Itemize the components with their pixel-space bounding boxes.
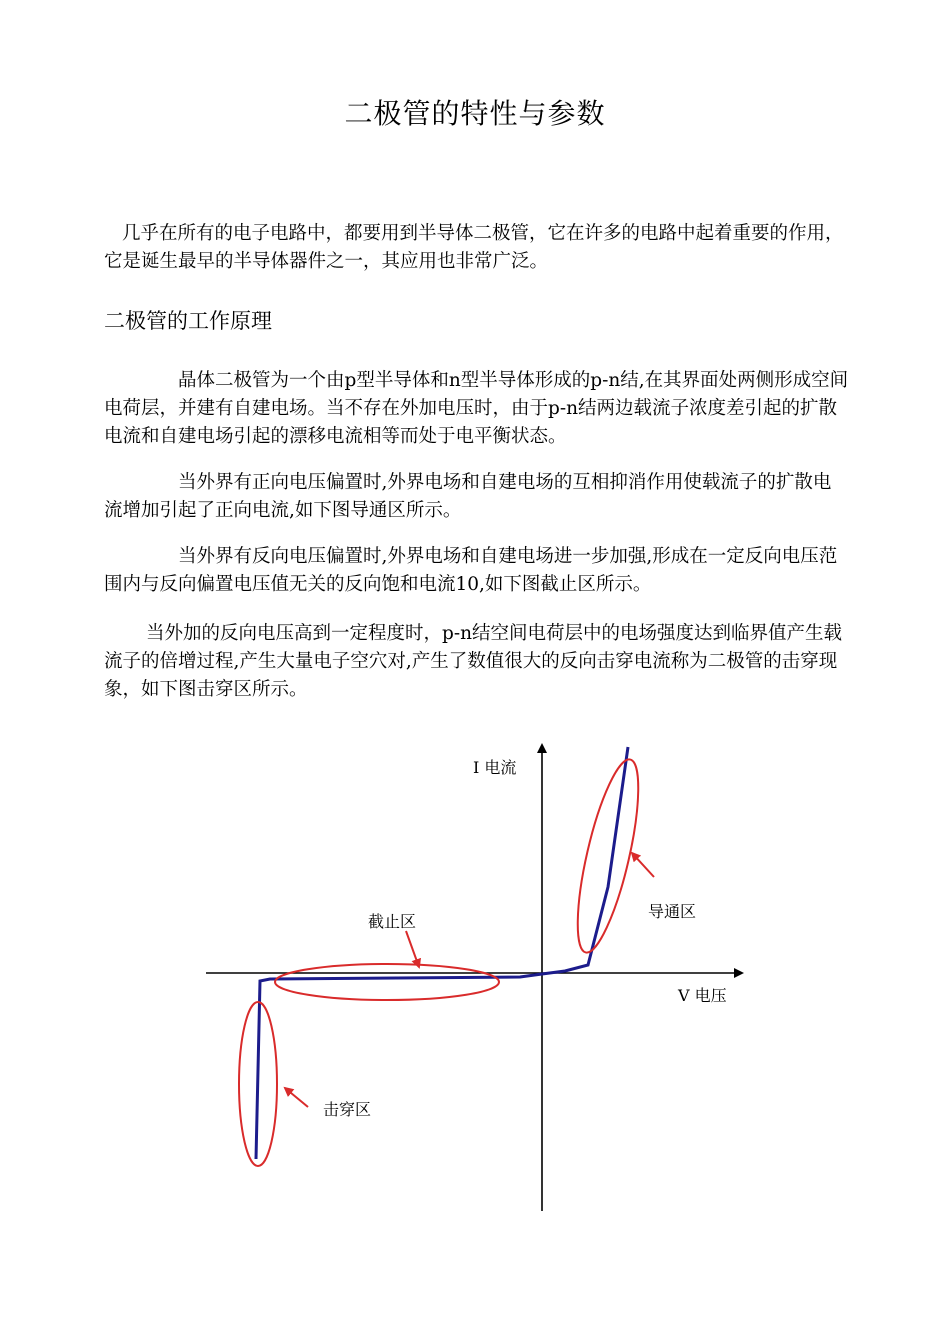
body-paragraph: 当外加的反向电压高到一定程度时，p-n结空间电荷层中的电场强度达到临界值产生载流子的倍增过程,产生大量电子空穴对,产生了数值很大的反向击穿电流称为二极管的击穿现象，如下图击穿区所示。 [104, 623, 843, 700]
section-heading: 二极管的工作原理 [104, 309, 272, 333]
x-axis-label: V 电压 [678, 986, 727, 1005]
diode-iv-diagram [190, 735, 770, 1225]
intro-paragraph: 几乎在所有的电子电路中，都要用到半导体二极管，它在许多的电路中起着重要的作用，它是诞生最早的半导体器件之一，其应用也非常广泛。 [104, 223, 844, 272]
diode-iv-figure [190, 735, 770, 1225]
breakdown-pointer-arrow [285, 1088, 308, 1107]
body-paragraph: 当外界有反向电压偏置时,外界电场和自建电场进一步加强,形成在一定反向电压范围内与反向偏置电压值无关的反向饱和电流10,如下图截止区所示。 [104, 546, 838, 595]
cutoff-pointer-arrow [406, 931, 419, 967]
cutoff-region-ellipse [275, 964, 499, 1000]
page-title: 二极管的特性与参数 [344, 97, 606, 130]
conduction-region-label: 导通区 [648, 902, 697, 921]
body-paragraph: 晶体二极管为一个由p型半导体和n型半导体形成的p-n结,在其界面处两侧形成空间电荷层，并建有自建电场。当不存在外加电压时，由于p-n结两边载流子浓度差引起的扩散电流和自建电场引起的漂移电流相等而处于电平衡状态。 [104, 370, 849, 447]
breakdown-region-label: 击穿区 [323, 1100, 372, 1119]
body-paragraph: 当外界有正向电压偏置时,外界电场和自建电场的互相抑消作用使载流子的扩散电流增加引起了正向电流,如下图导通区所示。 [104, 472, 832, 521]
cutoff-region-label: 截止区 [368, 912, 417, 931]
conduction-pointer-arrow [632, 853, 654, 877]
iv-curve [256, 747, 628, 1159]
conduction-region-ellipse [565, 755, 650, 957]
y-axis-label: I 电流 [473, 758, 517, 777]
